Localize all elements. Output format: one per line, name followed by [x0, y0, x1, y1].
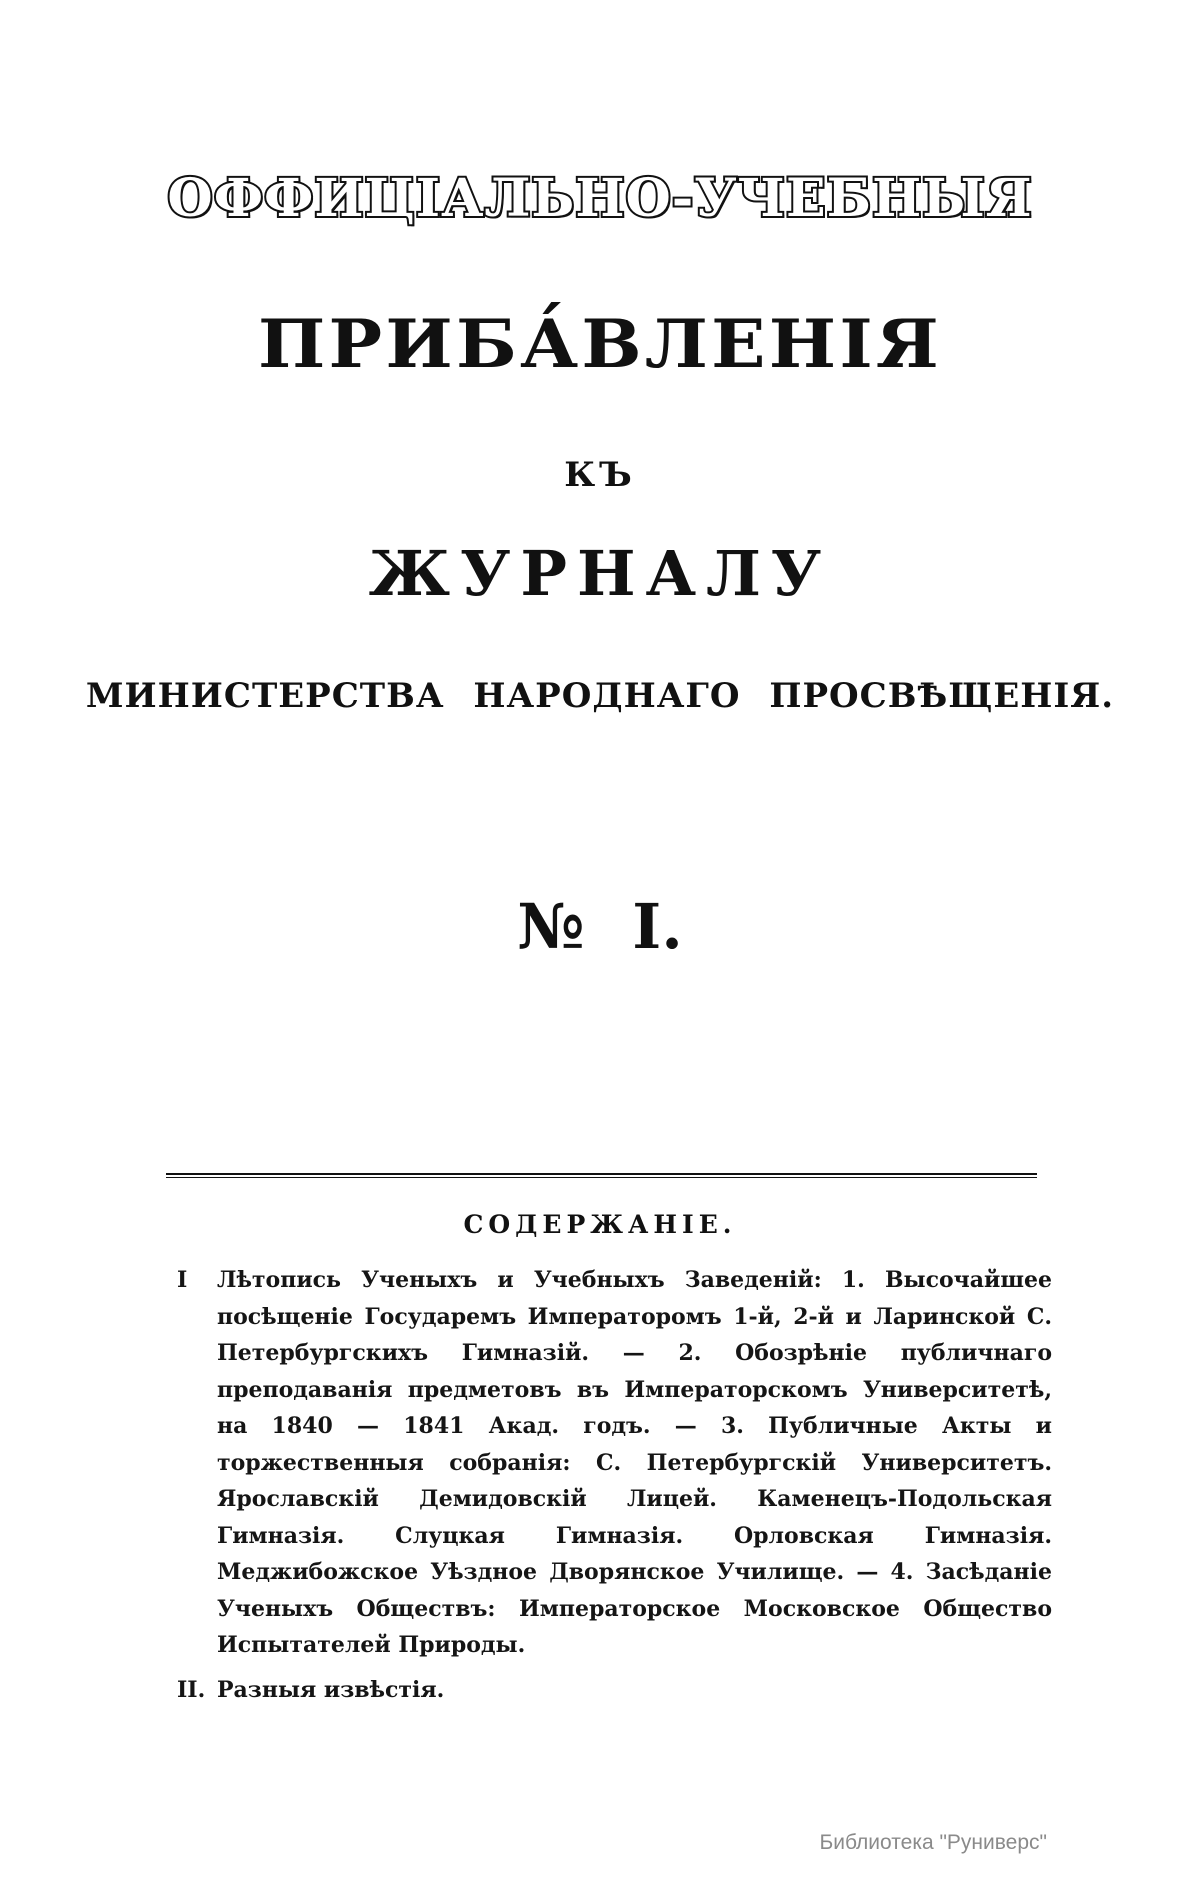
contents-item-number: I [177, 1267, 188, 1293]
title-line-4: ЖУРНАЛУ [368, 537, 832, 610]
issue-number: № I. [517, 890, 683, 963]
contents-item [177, 1262, 1052, 1664]
contents-item-text: Лѣтопись Ученыхъ и Учебныхъ Заведеній: 1. Высочайшее посѣщеніе Государемъ Императоромъ 1-й, 2-й и Ларинской С. Петербургскихъ Гимназій. — 2. Обозрѣніе публичнаго преподаванія предметовъ въ Императорскомъ Университетѣ, на 1840 — 1841 Акад. годъ. — 3. Публичные Акты и торжественныя собранія: С. Петербургскій Университетъ. Ярославскій Демидовскій Лицей. Каменецъ-Подольская Гимназія. Слуцкая Гимназія. Орловская Гимназія. Меджибожское Уѣздное Дворянское Училище. — 4. Засѣданіе Ученыхъ Обществъ: Императорское Московское Общество Испытателей Природы. [217, 1267, 1052, 1658]
contents-item-number: II. [177, 1676, 206, 1703]
contents-item [177, 1672, 1052, 1709]
title-line-3: КЪ [564, 455, 636, 495]
contents-heading: СОДЕРЖАНІЕ. [463, 1210, 737, 1239]
divider [166, 1173, 1037, 1178]
contents-list [177, 1262, 1052, 1708]
library-watermark: Библиотека "Руниверс" [819, 1831, 1047, 1854]
title-line-1: ОФФИЦІАЛЬНО-УЧЕБНЫЯ [167, 168, 1033, 229]
title-line-2: ПРИБА́ВЛЕНІЯ [257, 305, 943, 383]
contents-item-text: Разныя извѣстія. [217, 1676, 445, 1703]
title-line-5: МИНИСТЕРСТВА НАРОДНАГО ПРОСВѢЩЕНІЯ. [85, 676, 1115, 716]
